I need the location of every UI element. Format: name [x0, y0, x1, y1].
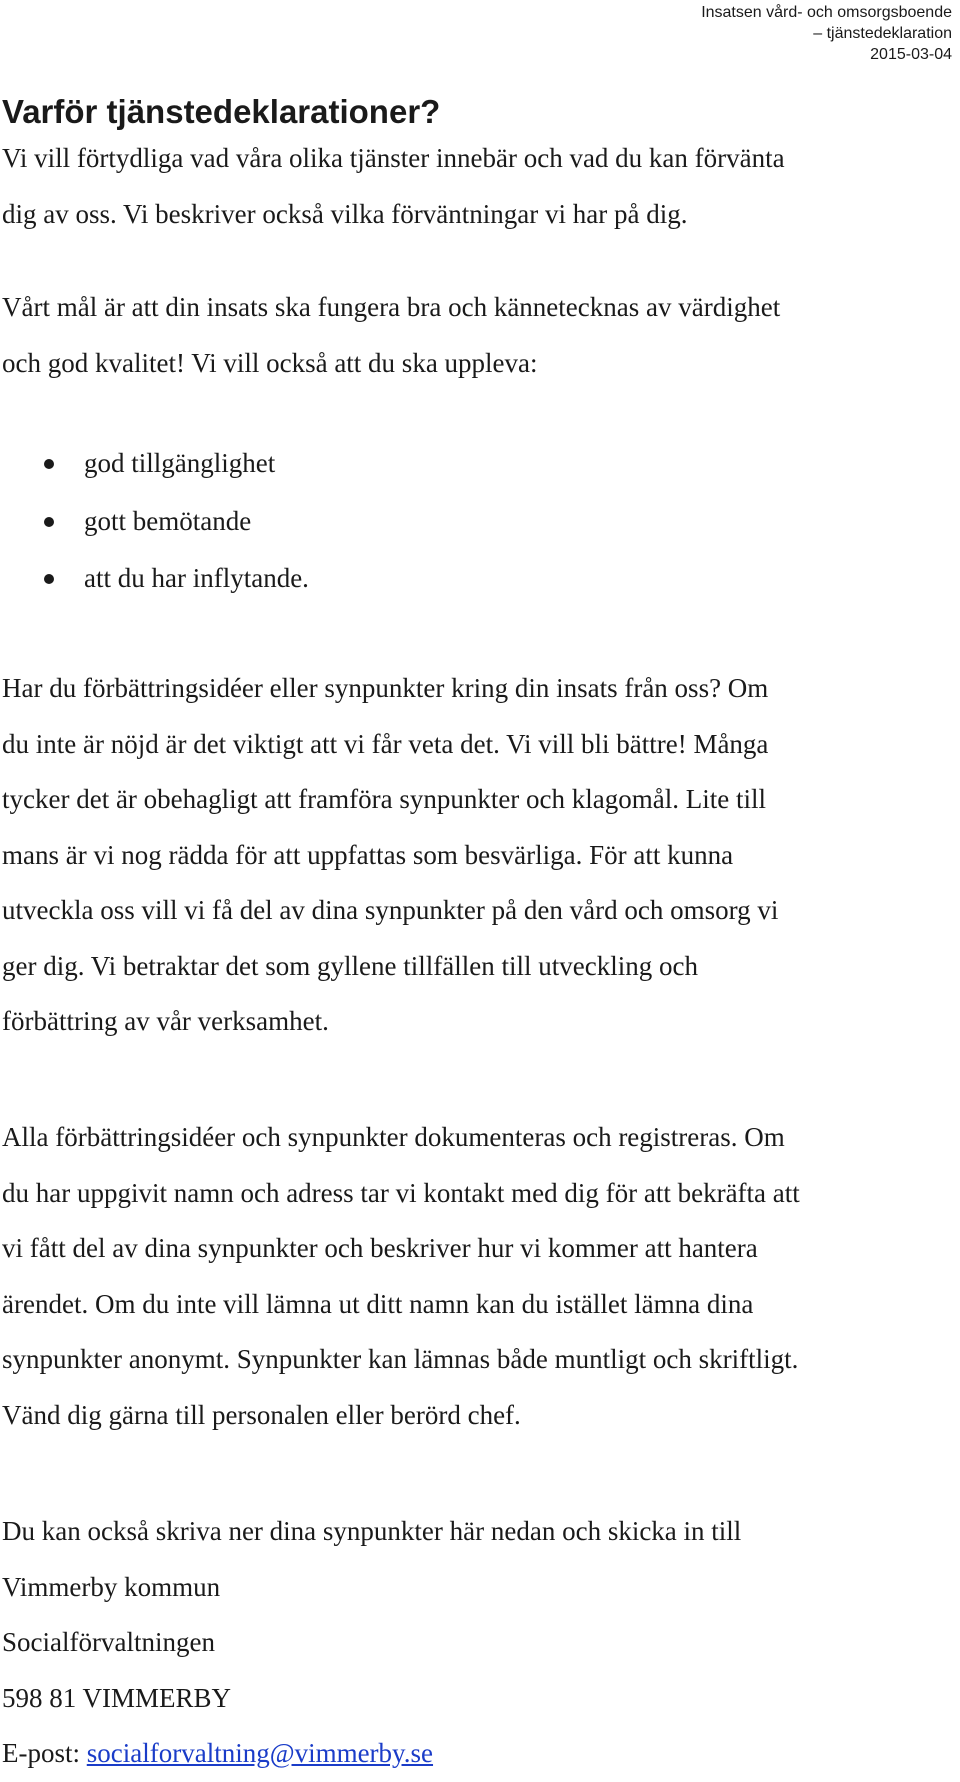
registration-line: vi fått del av dina synpunkter och beskriver hur vi kommer att hantera: [2, 1233, 758, 1263]
contact-organization: Vimmerby kommun: [2, 1571, 221, 1602]
list-item: [2, 493, 309, 551]
list-item: [2, 550, 309, 608]
feedback-line: Har du förbättringsidéer eller synpunkter kring din insats från oss? Om: [2, 673, 769, 703]
section-heading: Varför tjänstedeklarationer?: [2, 93, 441, 130]
registration-paragraph: [2, 1110, 800, 1443]
contact-block: [2, 1504, 741, 1782]
feedback-line: förbättring av vår verksamhet.: [2, 1006, 329, 1036]
header-subtitle: – tjänstedeklaration: [813, 25, 952, 42]
feedback-line: mans är vi nog rädda för att uppfattas som besvärliga. För att kunna: [2, 839, 734, 870]
goals-line: Vårt mål är att din insats ska fungera bra och kännetecknas av värdighet: [2, 292, 781, 322]
list-item-text: god tillgänglighet: [84, 448, 276, 478]
header-title: Insatsen vård- och omsorgsboende: [701, 4, 952, 21]
registration-line: du har uppgivit namn och adress tar vi kontakt med dig för att bekräfta att: [2, 1177, 800, 1208]
bullet-icon: [44, 459, 54, 469]
bullet-icon: [44, 517, 54, 527]
bullet-icon: [44, 574, 54, 584]
list-item-text: gott bemötande: [84, 505, 252, 536]
feedback-line: tycker det är obehagligt att framföra synpunkter och klagomål. Lite till: [2, 784, 766, 814]
contact-intro: Du kan också skriva ner dina synpunkter här nedan och skicka in till: [2, 1516, 742, 1546]
intro-paragraph: [2, 131, 785, 242]
registration-line: ärendet. Om du inte vill lämna ut ditt namn kan du istället lämna dina: [2, 1288, 754, 1319]
page-header: [701, 2, 952, 65]
contact-department: Socialförvaltningen: [2, 1627, 215, 1657]
contact-postal-address: 598 81 VIMMERBY: [2, 1682, 232, 1713]
list-item-text: att du har inflytande.: [84, 563, 309, 593]
intro-line: dig av oss. Vi beskriver också vilka förväntningar vi har på dig.: [2, 198, 688, 229]
header-date: 2015-03-04: [870, 46, 952, 63]
email-link[interactable]: socialforvaltning@vimmerby.se: [86, 1738, 434, 1768]
registration-line: synpunkter anonymt. Synpunkter kan lämnas både muntligt och skriftligt.: [2, 1344, 799, 1374]
email-label: E-post:: [2, 1738, 87, 1768]
goals-line: och god kvalitet! Vi vill också att du ska uppleva:: [2, 347, 538, 378]
goals-bullet-list: [2, 435, 309, 608]
registration-line: Alla förbättringsidéer och synpunkter dokumenteras och registreras. Om: [2, 1122, 785, 1152]
goals-paragraph: [2, 280, 780, 391]
feedback-line: utveckla oss vill vi få del av dina synpunkter på den vård och omsorg vi: [2, 895, 779, 925]
feedback-line: du inte är nöjd är det viktigt att vi får veta det. Vi vill bli bättre! Många: [2, 728, 769, 759]
feedback-paragraph: [2, 661, 778, 1050]
intro-line: Vi vill förtydliga vad våra olika tjänster innebär och vad du kan förvänta: [2, 143, 785, 173]
list-item: [2, 435, 309, 493]
contact-email-row: [2, 1726, 741, 1782]
feedback-line: ger dig. Vi betraktar det som gyllene tillfällen till utveckling och: [2, 950, 698, 981]
registration-line: Vänd dig gärna till personalen eller berörd chef.: [2, 1399, 521, 1430]
